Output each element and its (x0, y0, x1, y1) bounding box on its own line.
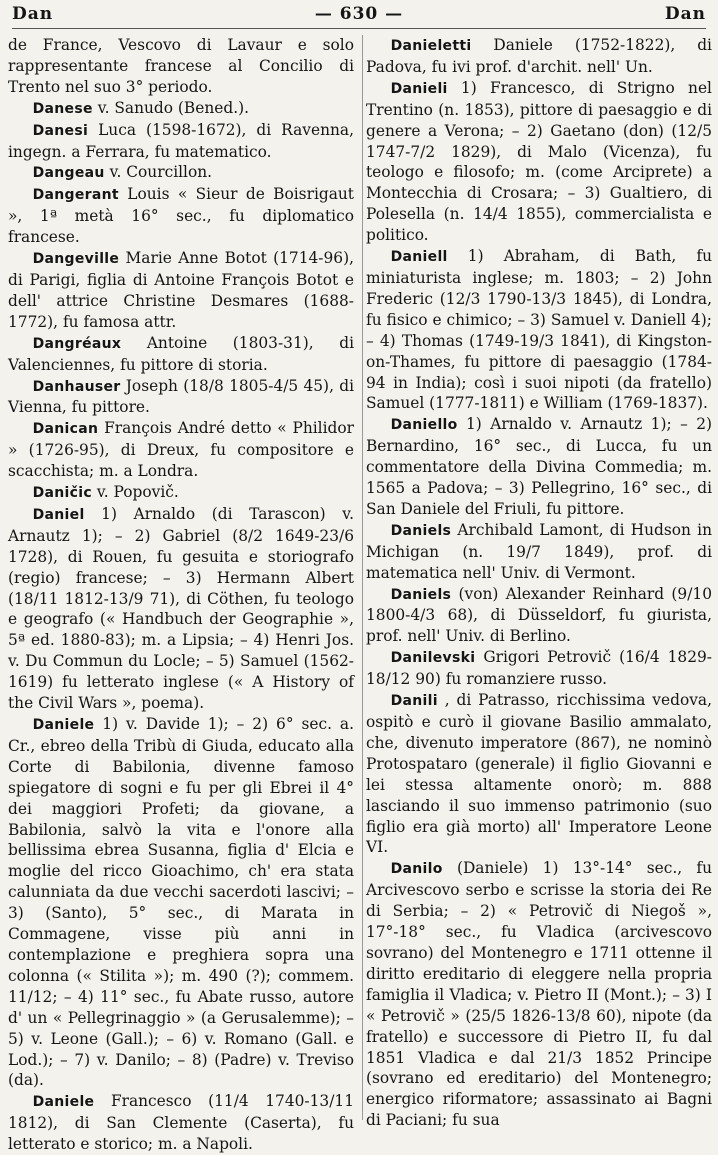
dictionary-entry (8, 418, 354, 482)
entry-text: (Daniele) 1) 13°-14° sec., fu Arcivescovo serbo e scrisse la storia dei Re di Serbia; – 2) « Petrovič di Niegoš », 17°-18° sec., fu Vladica (arcivescovo sovrano) del Montenegro e 1711 ottenne il diritto ereditario di eleggere nella propria famiglia il Vladica; v. Pietro II (Mont.); – 3) I « Petrovič » (25/5 1826-13/8 60), nipote (da fratello) e successore di Pietro II, fu dal 1851 Vladica e dal 21/3 1852 Principe (sovrano ed ereditario) del Montenegro; energico riformatore; assassinato ai Bagni di Paciani; fu sua (366, 859, 712, 1130)
header-right-guideword: Dan (664, 4, 706, 24)
entry-headword: Danilo (390, 861, 443, 878)
entry-headword: Dangréaux (32, 335, 122, 352)
dictionary-entry (8, 98, 354, 120)
entry-text: François André detto « Philidor » (1726-95), di Dreux, fu compositore e scacchista; m. a Londra. (8, 419, 354, 481)
left-column (8, 35, 363, 1154)
entry-text: Daniele (1752-1822), di Padova, fu ivi prof. d'archit. nell' Un. (366, 36, 712, 76)
dictionary-entry (8, 333, 354, 376)
entry-text: Francesco (11/4 1740-13/11 1812), di San Clemente (Caserta), fu letterato e storico; m. a Napoli. (8, 1092, 354, 1154)
entry-text: 1) Abraham, di Bath, fu miniaturista inglese; m. 1803; – 2) John Frederic (12/3 1790-13/3 1845), di Londra, fu fisico e chimico; – 3) Samuel v. Daniell 4); – 4) Thomas (1749-19/3 1841), di Kingston-on-Thames, fu pittore di paesaggio (1784-94 in India); così i suoi nipoti (da fratello) Samuel (1777-1811) e William (1769-1837). (366, 247, 712, 413)
dictionary-entry (366, 78, 712, 246)
dictionary-entry (366, 246, 712, 414)
entry-headword: Dangeville (32, 251, 120, 268)
entry-headword: Danieli (390, 80, 448, 97)
entry-text: 1) Arnaldo (di Tarascon) v. Arnautz 1); – 2) Gabriel (8/2 1649-23/6 1728), di Rouen, fu gesuita e storiografo (regio) francese; – 3) Hermann Albert (18/11 1812-13/9 71), di Cöthen, fu teologo e geografo (« Handbuch der Geographie », 5ª ed. 1880-83); m. a Lipsia; – 4) Henri Jos. v. Du Commun du Locle; – 5) Samuel (1562-1619) fu letterato inglese (« A History of the Civil Wars », poema). (8, 504, 354, 713)
dictionary-entry (366, 584, 712, 648)
dictionary-entry (8, 120, 354, 163)
entry-text: 1) v. Davide 1); – 2) 6° sec. a. Cr., ebreo della Tribù di Giuda, educato alla Corte di Babilonia, divenne famoso spiegatore di sogni e fu per gli Ebrei il 4° dei maggiori Profeti; da giovane, a Babilonia, salvò la vita e l'onore alla bellissima ebrea Susanna, figlia d' Elcia e moglie del ricco Gioachimo, ch' era stata calunniata da due vecchi sacerdoti lascivi; – 3) (Santo), 5° sec., di Marata in Commagene, visse più anni in contemplazione e preghiera sopra una colonna (« Stilita »); m. 490 (?); commem. 11/12; – 4) 11° sec., fu Abate russo, autore d' un « Pellegrinaggio » (a Gerusalemme); – 5) v. Leone (Gall.); – 6) v. Romano (Gall. e Lod.); – 7) v. Danilo; – 8) (Padre) v. Treviso (da). (8, 715, 354, 1090)
entry-text: de France, Vescovo di Lavaur e solo rappresentante francese al Concilio di Trento nel suo 3° periodo. (8, 36, 354, 96)
entry-headword: Danesi (32, 122, 89, 139)
entry-text: Luca (1598-1672), di Ravenna, ingegn. a Ferrara, fu matematico. (8, 120, 354, 161)
entry-text: Louis « Sieur de Boisrigaut », 1ª metà 16° sec., fu diplomatico francese. (8, 185, 354, 247)
entry-text: Antoine (1803-31), di Valenciennes, fu pittore di storia. (8, 333, 354, 374)
entry-text: (von) Alexander Reinhard (9/10 1800-4/3 68), di Düsseldorf, fu giurista, prof. nell' Univ. di Berlino. (366, 584, 712, 646)
dictionary-entry (8, 248, 354, 333)
entry-text: , di Patrasso, ricchissima vedova, ospitò e curò il giovane Basilio ammalato, che, divenuto imperatore (867), ne nominò Protospataro (generale) il figlio Giovanni e lei stessa altamente onorò; m. 888 lasciando il suo immenso patrimonio (suo figlio era già morto) all' Imperatore Leone VI. (366, 691, 712, 857)
entry-headword: Daniele (32, 717, 95, 733)
dictionary-entry (8, 162, 354, 184)
dictionary-entry (366, 647, 712, 690)
dictionary-entry (8, 504, 354, 714)
dictionary-entry (366, 520, 712, 584)
dictionary-entry (366, 690, 712, 858)
entry-text: 1) Arnaldo v. Arnautz 1); – 2) Bernardino, 16° sec., di Lucca, fu un commentatore della Divina Commedia; m. 1565 a Padova; – 3) Pellegrino, 16° sec., di San Daniele del Friuli, fu pittore. (366, 415, 712, 518)
entry-headword: Danese (32, 100, 93, 117)
page-number: — 630 — (314, 4, 404, 24)
entry-headword: Danhauser (32, 378, 121, 395)
entry-headword: Dangeau (32, 165, 105, 182)
entry-headword: Daničic (32, 485, 92, 502)
entry-text: Marie Anne Botot (1714-96), di Parigi, figlia di Antoine François Botot e dell' attrice Christine Desmares (1688-1772), fu famosa attr. (8, 249, 354, 331)
entry-text: Grigori Petrovič (16/4 1829-18/12 90) fu romanziere russo. (366, 648, 712, 689)
dictionary-entry (8, 714, 354, 1091)
page-header (12, 0, 706, 29)
entry-headword: Daniele (32, 1094, 95, 1111)
entry-text: Archibald Lamont, di Hudson in Michigan (n. 19/7 1849), prof. di matematica nell' Univ. di Vermont. (366, 520, 712, 582)
entry-headword: Daniels (390, 586, 452, 603)
right-column (364, 35, 712, 1130)
entry-text: v. Popovič. (96, 483, 179, 502)
dictionary-entry (8, 1091, 354, 1155)
entry-headword: Daniello (390, 417, 458, 434)
dictionary-entry (8, 376, 354, 419)
entry-text: v. Courcillon. (109, 163, 213, 182)
header-left-guideword: Dan (12, 4, 54, 24)
dictionary-entry (366, 858, 712, 1131)
entry-headword: Dangerant (32, 187, 119, 204)
entry-headword: Danilevski (390, 650, 476, 667)
entry-text: v. Sanudo (Bened.). (97, 98, 249, 117)
entry-headword: Danieletti (390, 38, 472, 54)
dictionary-entry (366, 35, 712, 78)
dictionary-entry (8, 35, 354, 98)
entry-headword: Danili (390, 693, 438, 710)
entry-headword: Daniel (32, 506, 85, 523)
dictionary-entry (8, 184, 354, 248)
entry-headword: Daniell (390, 249, 448, 266)
columns (8, 35, 712, 1154)
entry-headword: Danican (32, 421, 99, 438)
dictionary-entry (8, 482, 354, 504)
entry-text: Joseph (18/8 1805-4/5 45), di Vienna, fu pittore. (8, 376, 354, 417)
entry-headword: Daniels (390, 522, 452, 539)
dictionary-entry (366, 414, 712, 520)
entry-text: 1) Francesco, di Strigno nel Trentino (n. 1853), pittore di paesaggio e di genere a Verona; – 2) Gaetano (don) (12/5 1747-7/2 1829), di Malo (Vicenza), fu teologo e filosofo; m. (come Arciprete) a Montecchia di Crosara; – 3) Gualtiero, di Polesella (n. 14/4 1855), commercialista e politico. (366, 78, 712, 245)
